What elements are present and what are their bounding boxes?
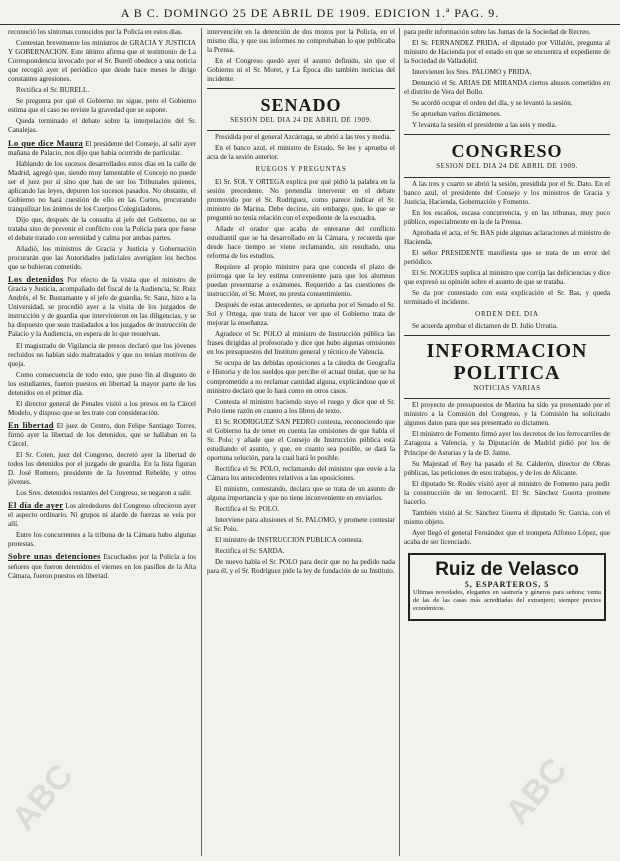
paragraph: Requiere al propio ministro para que conceda el plazo de prórroga que la ley estima conveniente para que los alumnos puedan presentarse a exámenes. Requerido a las cuestiones de instrucción, el Sr. Moret, no presta consentimiento. [207,262,395,299]
section-kicker: Los detenidos [8,274,64,285]
paragraph: Añadió, los ministros de Gracia y Justicia y Gobernación procurarán que las Autoridades judiciales averigüen los hechos que se hubieran cometido. [8,245,196,272]
paragraph: Agradece el Sr. POLO al ministro de Instrucción pública las frases dirigidas al profesorado y dice que hubo algunas omisiones en los presupuestos del Instituto general y técnico de Valencia. [207,330,395,357]
section-kicker: Sobre unas detenciones [8,551,101,562]
paragraph: El Sr. NOGUES suplica al ministro que corrija las deficiencias y dice que expresó su opinión sobre el asunto de que se trataba. [404,268,610,286]
paragraph: De nuevo habla el Sr. POLO para decir que no ha pedido nada para él, y el Sr. Rodríguez pide la ley de fundación de su Instituto. [207,558,395,576]
paragraph: Hablando de los sucesos desarrollados estos días en la calle de Madrid, agregó que, siendo muy lamentable el Concejo no puede ser el juez por sí sino que han de ser los Tribunales quienes, aplicando las leyes, depuren los sucesos pasados. No obstante, el Gobierno no hará cuestión de ello en las Cortes, procurando tranquilizar los ánimos de los Cuerpos Colegisladores. [8,159,196,213]
paragraph: Rectifica el Sr. POLO, reclamando del ministro que envíe a la Cámara los antecedentes relativos a las oposiciones. [207,464,395,482]
paragraph: El director general de Penales visitó a los presos en la Cárcel Modelo, y dispuso que se les trate con consideración. [8,399,196,417]
advertisement [408,553,606,621]
section-sobre-unas-detenciones [8,552,196,580]
paragraph: Su Majestad el Rey ha pasado el Sr. Calderón, director de Obras públicas, las peticiones de esos trabajos, y de los de Alicante. [404,459,610,477]
paragraph: Entre los concurrentes a la tribuna de la Cámara hubo algunas protestas. [8,531,196,549]
paragraph: A las tres y cuarto se abrió la sesión, presidida por el Sr. Dato. En el banco azul, el presidente del Consejo y los ministros de Gracia y Justicia, Hacienda, Gobernación y Fomento. [404,179,610,206]
section-kicker: En libertad [8,419,54,430]
paragraph: El presidente del Consejo, al salir ayer mañana de Palacio, nos dijo que había ocurrido de particular. [8,139,196,157]
paragraph: Interviene para alusiones el Sr. PALOMO, y promete contestar al Sr. Polo. [207,516,395,534]
paragraph: reconoció los síntomas conocidos por la Policía en estos días. [8,28,183,36]
ad-address: 5, ESPARTEROS, 5 [464,579,550,589]
paragraph: Denunció el Sr. ARIAS DE MIRANDA ciertos abusos cometidos en el distrito de Vera del Bollo. [404,79,610,97]
paragraph: Añade el orador que acaba de enterarse del conflicto estudiantil que se ha desarrollado en la Cámara, y recuerda que desde hace tiempo se viene reclamando, sin resultado, una reforma de los estudios. [207,224,395,260]
section-kicker: El día de ayer [8,500,64,511]
section-subtitle: NOTICIAS VARIAS [473,384,541,393]
congreso-header [404,134,610,177]
paragraph: El magistrado de Vigilancia de presos declaró que los jóvenes recluidos no habían sido maltratados y que no tenían motivos de queja. [8,341,196,368]
watermark: ABC [4,756,81,838]
watermark: ABC [498,750,575,832]
paragraph: Los alrededores del Congreso ofrecieron ayer el aspecto ordinario. Ni grupos ni alarde de fuerzas se veía por allí. [8,502,196,529]
section-el-dia-de-ayer [8,501,196,529]
ad-text: Ultimas novedades, elegantes en sastrería y géneros para señora; venta de las de las casas más acreditadas del extranjero; siempre precios económicos. [413,589,601,613]
section-title: INFORMACION POLITICA [426,340,588,385]
column-right [404,28,610,856]
section-en-libertad [8,421,196,449]
ad-brand: Ruiz de Velasco [435,558,579,580]
paragraph: El ministro de INSTRUCCION PUBLICA contesta. [215,536,364,545]
paragraph: Dijo que, después de la consulta al jefe del Gobierno, no se trataba sino de prevenir el conflicto con la Policía para que fuese el debate tratado con serenidad y calma por ambas partes. [8,215,196,242]
paragraph: Se da por contestado con esta explicación el Sr. Bas, y queda terminado el incidente. [404,289,610,307]
paragraph: Rectifica el Sr. SARDA. [215,547,285,556]
paragraph: Se pregunta por qué el Gobierno no sigue, pero el Gobierno estima que el caso no reviste la gravedad que se supone. [8,97,196,115]
paragraph: Contestan brevemente los ministros de GRACIA Y JUSTICIA Y GOBERNACION. Este último afirma que el testimonio de La Correspondencia invocado por el Sr. Burell obedece a una noticia que recogió ayer el periódico que desde hace meses le dirige constantes agresiones. [8,39,196,84]
section-los-detenidos [8,275,196,339]
session-date: SESION DEL DIA 24 DE ABRIL DE 1909. [230,116,372,125]
paragraph: El Sr. SOL Y ORTEGA explica por qué pidió la palabra en la sesión precedente. No pretendía intervenir en el debate promovido por el Sr. Rodríguez, como parece indicar el Sr. ministro de Marina. Debe decirse, sin embargo, que, lo que se preguntó no tenía relación con el expediente de la escuadra. [207,177,395,222]
section-title: SENADO [260,95,342,116]
paragraph: En el banco azul, el ministro de Estado. Se lee y aprueba el acta de la sesión anterior. [207,144,395,162]
section-title: CONGRESO [451,141,563,162]
column-middle [207,28,395,856]
paragraph: El Sr. RODRIGUEZ SAN PEDRO contesta, reconociendo que el Gobierno ha de tener en cuenta las omisiones de que habla el Sr. Polo; y añade que el Consejo de Instrucción pública está estudiando el asunto, y que, en cuanto sea posible, se dará la oportuna solución, para la cual hará lo posible. [207,417,395,462]
paragraph: El Sr. FERNANDEZ PRIDA, el diputado por Villalón, pregunta al ministro de Hacienda por el estado en que se encuentra el expediente de la Sociedad de Valladolid. [404,39,610,66]
session-date: SESION DEL DIA 24 DE ABRIL DE 1909. [436,162,578,171]
paragraph: Rectifica el Sr. POLO. [215,505,280,514]
paragraph: En los escaños, escasa concurrencia, y en las tribunas, muy poco público, especialmente en la de la Prensa. [404,208,610,226]
senado-header [207,88,395,131]
column-divider [201,28,202,856]
paragraph: En el Congreso quedó ayer el asunto definido, sin que el Gobierno ni el Sr. Moret, y La Época dio también noticias del incidente. [207,57,395,84]
paragraph: Ayer llegó el general Fernández que el trompeta Alfonso López, que acaba de ser licenciado. [404,528,610,546]
paragraph: Por efecto de la visita que el ministro de Gracia y Justicia, acompañado del fiscal de la Audiencia, Sr. Ruiz Andrés, el Sr. Bustamante y el jefe de guardia, Sr. Sanz, hizo a la Universidad, se procedió ayer a la visita de los juzgados de instrucción y de guardia que intervinieron en las diligencias, y se ha dispuesto que sean trasladados a los juzgados de instrucción de Palacio y la Audiencia, en espera de lo que resuelvan. [8,276,196,339]
subheading: RUEGOS Y PREGUNTAS [255,165,347,174]
paragraph: Como consecuencia de todo esto, que puso fin al disgusto de los estudiantes, fueron puestos en libertad la mayor parte de los detenidos en el primer día. [8,370,196,397]
paragraph: Se aprueban varios dictámenes. [412,110,502,119]
paragraph: Presidida por el general Azcárraga, se abrió a las tres y media. [215,133,392,142]
paragraph: Queda terminado el debate sobre la interpelación del Sr. Canalejas. [8,117,196,135]
paragraph: Aprobada el acta, el Sr. BAS pide algunas aclaraciones al ministro de Hacienda. [404,228,610,246]
paragraph: Los Sres. detenidos restantes del Congreso, se negaron a salir. [16,489,192,498]
masthead: A B C. DOMINGO 25 DE ABRIL DE 1909. EDICION 1.ª PAG. 9. [0,2,620,25]
paragraph: Se acuerda aprobar el dictamen de D. Julio Urrutia. [412,322,558,331]
paragraph: También visitó al Sr. Sánchez Guerra el diputado Sr. Garcia, con el mismo objeto. [404,508,610,526]
paragraph: Intervienen los Sres. PALOMO y PRIDA. [412,68,532,77]
section-kicker: Lo que dice Maura [8,137,84,148]
column-left [8,28,196,856]
paragraph: Escuchados por la Policía a los señores que fueron detenidos el viernes en los pasillos de la Alta Cámara, fueron puestos en libertad. [8,553,196,580]
paragraph: El proyecto de presupuestos de Marina ha sido ya presentado por el ministro a la Comisión del Congreso, y la Comisión ha solicitado algunos datos para que sea presentado su dictamen. [404,401,610,428]
paragraph: El Sr. Coten, juez del Congreso, decretó ayer la libertad de todos los detenidos por el juzgado de guardia. En la lista figuran D. José Romero, presidente de la Juventud Rebelde, y otros jóvenes. [8,451,196,487]
paragraph: El juez de Centro, don Felipe Santiago Torres, firmó ayer la libertad de los detenidos, que se hallaban en la Cárcel. [8,421,196,448]
paragraph: El ministro de Fomento firmó ayer los decretos de los ferrocarriles de Zaragoza a Valencia, y la Diputación de Madrid pidió por los de Príncipe de Asturias y la de D. Jaime. [404,430,610,457]
column-divider [399,28,400,856]
paragraph: El diputado Sr. Rodés visitó ayer al ministro de Fomento para pedir la construcción de un ferrocarril. El Sr. Sánchez Guerra promete hacerlo. [404,479,610,506]
informacion-header [404,335,610,399]
paragraph: para pedir información sobre las Juntas de la Sociedad de Recreo. [404,28,591,36]
paragraph: Se acordó ocupar el orden del día, y se levantó la sesión. [412,99,573,108]
section-lo-que-dice-maura [8,139,196,158]
paragraph: Se ocupa de las debidas oposiciones a la cátedra de Geografía e Historia y de los sueldos que percibe el actual titular, que se ha comprometido a no reclamar cantidad alguna, explicándose que el ministro declaró que lo hará como en otros casos. [207,359,395,395]
paragraph: Y levanta la sesión el presidente a las seis y media. [412,121,557,130]
paragraph: Rectifica el Sr. BURELL. [16,86,90,95]
subheading: ORDEN DEL DIA [475,310,539,319]
paragraph: intervención en la detención de dos mozos por la Policía, en el mismo día, y que sus informes no comprobaban lo que publicaba la Prensa. [207,28,395,55]
paragraph: Contesta el ministro haciendo suyo el ruego y dice que el Sr. Polo tiene razón en cuanto a los libros de texto. [207,397,395,415]
paragraph: Después de estas antecedentes, se aprueba por el Senado el Sr. Sol y Ortega, que trata de hacer ver que el Gobierno trata de mejorar la enseñanza. [207,301,395,328]
paragraph: El ministro, contestando, declara que se trata de un asunto de alguna importancia y que no tiene inconveniente en enviarlos. [207,485,395,503]
paragraph: El señor PRESIDENTE manifiesta que se trata de un error del periódico. [404,248,610,266]
